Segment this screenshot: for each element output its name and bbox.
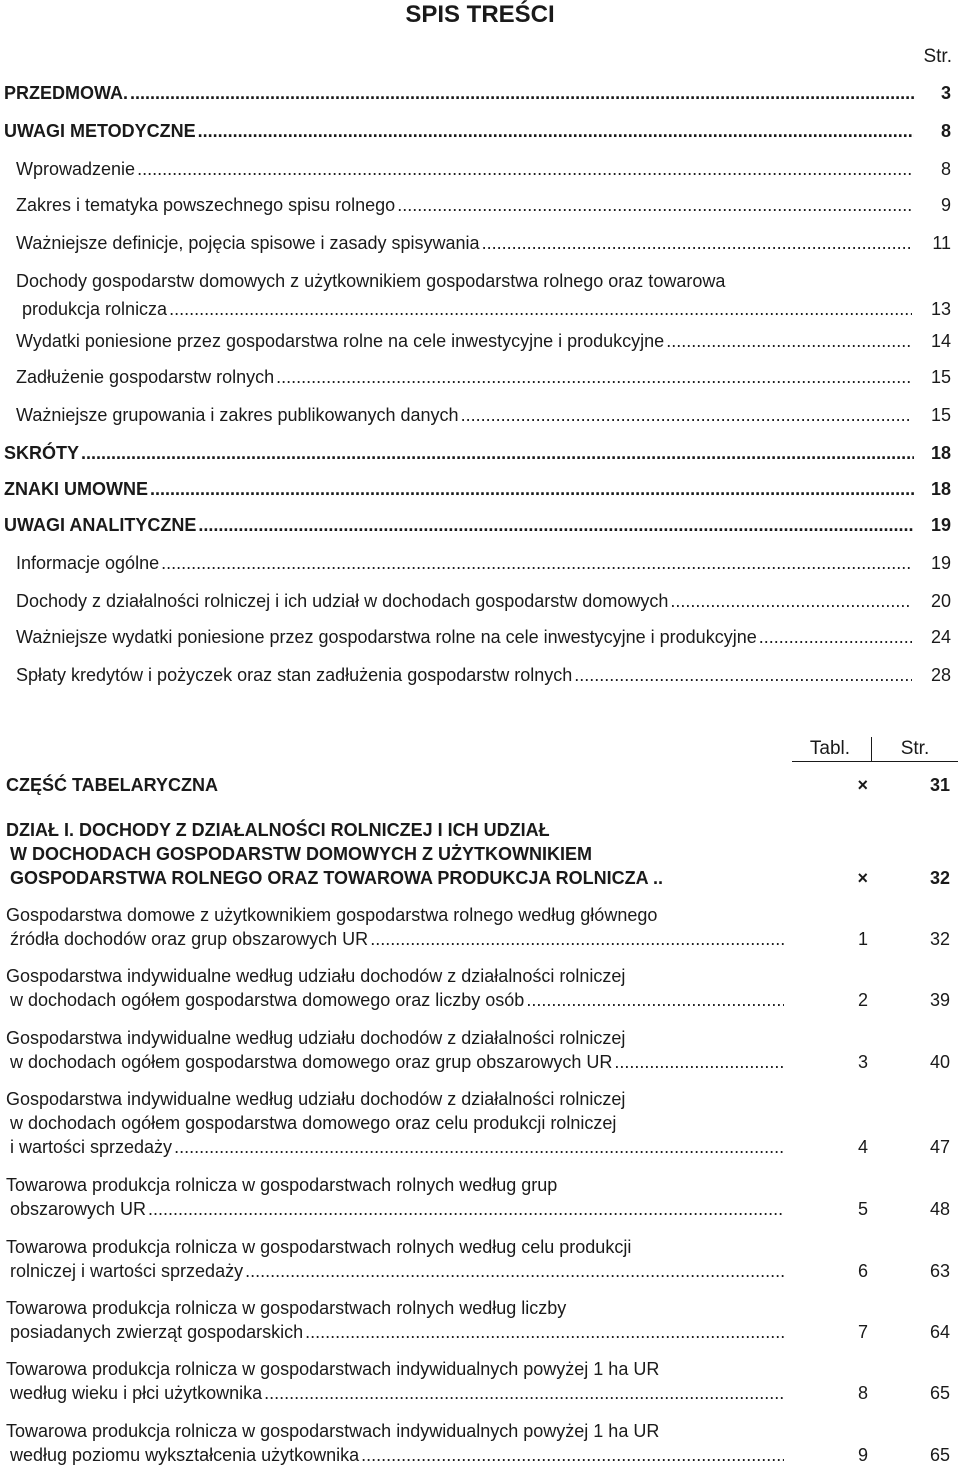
dot-leader (130, 78, 914, 108)
table-entry-title: posiadanych zwierząt gospodarskich (10, 1322, 304, 1342)
page-number: 65 (929, 1445, 950, 1465)
page-number: 39 (929, 990, 950, 1010)
dot-leader (666, 326, 912, 356)
toc-entry-title: Zadłużenie gospodarstw rolnych (16, 367, 275, 387)
toc-entry[interactable] (0, 548, 955, 578)
dot-leader (81, 438, 914, 468)
dot-leader (574, 660, 912, 690)
toc-entry-title: UWAGI METODYCZNE (4, 121, 196, 141)
toc-entry[interactable] (0, 510, 955, 540)
toc-entry[interactable] (0, 228, 955, 258)
toc-page-number: 20 (930, 591, 951, 611)
dot-leader (276, 362, 912, 392)
toc-entry[interactable] (0, 622, 955, 652)
dot-leader (198, 510, 914, 540)
section-heading-title: GOSPODARSTWA ROLNEGO ORAZ TOWAROWA PRODUKCJA ROLNICZA .. (10, 868, 664, 888)
page-number: 47 (929, 1137, 950, 1157)
table-entry[interactable] (0, 964, 958, 1012)
section-heading-title: W DOCHODACH GOSPODARSTW DOMOWYCH Z UŻYTKOWNIKIEM (10, 844, 592, 864)
page-number: 64 (929, 1322, 950, 1342)
toc-entry-title: Dochody z działalności rolniczej i ich udział w dochodach gospodarstw domowych (16, 591, 669, 611)
toc-entry[interactable] (0, 190, 955, 220)
table-entry-title: Gospodarstwa indywidualne według udziału dochodów z działalności rolniczej (6, 1028, 626, 1048)
toc-entry-title: Spłaty kredytów i pożyczek oraz stan zadłużenia gospodarstw rolnych (16, 665, 573, 685)
section-heading-title: DZIAŁ I. DOCHODY Z DZIAŁALNOŚCI ROLNICZEJ I ICH UDZIAŁ (6, 820, 550, 840)
toc-entry-title: Ważniejsze grupowania i zakres publikowanych danych (16, 405, 459, 425)
page-number: 31 (929, 775, 950, 795)
toc-entry[interactable] (0, 78, 955, 108)
toc-entry[interactable] (0, 474, 955, 504)
toc-entry[interactable] (0, 154, 955, 184)
dot-leader (397, 190, 912, 220)
toc-page-number: 13 (930, 299, 951, 319)
page-number: 48 (929, 1199, 950, 1219)
dot-leader (614, 1050, 784, 1074)
toc-entry-title: produkcja rolnicza (22, 299, 168, 319)
toc-page-number: 19 (930, 553, 951, 573)
table-entry-title: w dochodach ogółem gospodarstwa domowego oraz celu produkcji rolniczej (10, 1113, 617, 1133)
table-entry-title: Towarowa produkcja rolnicza w gospodarstwach rolnych według celu produkcji (6, 1237, 632, 1257)
tabl-column-header: Tabl. (809, 738, 851, 759)
page-number: 63 (929, 1261, 950, 1281)
dot-leader (361, 1443, 784, 1467)
toc-entry[interactable] (0, 438, 955, 468)
table-entry-title: i wartości sprzedaży (10, 1137, 173, 1157)
page-title: SPIS TREŚCI (405, 1, 555, 28)
table-entry-title: źródła dochodów oraz grup obszarowych UR (10, 929, 369, 949)
part-heading[interactable] (0, 773, 958, 797)
dot-leader (169, 296, 912, 322)
not-applicable-mark: × (857, 868, 868, 888)
table-entry-title: rolniczej i wartości sprzedaży (10, 1261, 244, 1281)
table-number: 8 (857, 1383, 868, 1403)
table-number: 3 (857, 1052, 868, 1072)
toc-entry-title: ZNAKI UMOWNE (4, 479, 148, 499)
section-heading[interactable] (0, 818, 958, 890)
dot-leader (161, 548, 912, 578)
table-number: 5 (857, 1199, 868, 1219)
toc-page-number: 15 (930, 367, 951, 387)
toc-entry[interactable] (0, 362, 955, 392)
dot-leader (150, 474, 914, 504)
page-number: 65 (929, 1383, 950, 1403)
toc-entry[interactable] (0, 266, 955, 322)
table-entry[interactable] (0, 1235, 958, 1283)
toc-page-number: 8 (940, 121, 951, 141)
toc-entry-title: PRZEDMOWA. (4, 83, 128, 103)
toc-entry-title: Informacje ogólne (16, 553, 160, 573)
table-entry-title: w dochodach ogółem gospodarstwa domowego oraz liczby osób (10, 990, 525, 1010)
part-heading-title: CZĘŚĆ TABELARYCZNA (6, 775, 218, 795)
toc-page-number: 8 (940, 159, 951, 179)
table-number: 6 (857, 1261, 868, 1281)
table-entry[interactable] (0, 1419, 958, 1467)
table-entry-title: Towarowa produkcja rolnicza w gospodarstwach rolnych według liczby (6, 1298, 567, 1318)
table-number: 4 (857, 1137, 868, 1157)
dot-leader (148, 1197, 784, 1221)
toc-page-number: 11 (932, 233, 951, 253)
page-number: 32 (929, 868, 950, 888)
dot-leader (137, 154, 912, 184)
table-entry-title: w dochodach ogółem gospodarstwa domowego oraz grup obszarowych UR (10, 1052, 613, 1072)
toc-entry-title: SKRÓTY (4, 443, 80, 463)
toc-entry-title: Wprowadzenie (16, 159, 136, 179)
dot-leader (198, 116, 914, 146)
str-column-header: Str. (900, 738, 930, 759)
header-rule (792, 761, 958, 762)
toc-page-number: 19 (930, 515, 951, 535)
table-number: 2 (857, 990, 868, 1010)
dot-leader (305, 1320, 784, 1344)
toc-entry[interactable] (0, 400, 955, 430)
table-entry-title: Towarowa produkcja rolnicza w gospodarstwach indywidualnych powyżej 1 ha UR (6, 1421, 660, 1441)
table-number: 9 (857, 1445, 868, 1465)
dot-leader (174, 1135, 784, 1159)
table-entry[interactable] (0, 1087, 958, 1159)
dot-leader (526, 988, 784, 1012)
toc-page-number: 15 (930, 405, 951, 425)
table-entry-title: Gospodarstwa indywidualne według udziału dochodów z działalności rolniczej (6, 966, 626, 986)
dot-leader (370, 927, 784, 951)
toc-entry[interactable] (0, 586, 955, 616)
table-entry[interactable] (0, 903, 958, 951)
toc-entry-title: Zakres i tematyka powszechnego spisu rolnego (16, 195, 396, 215)
toc-entry-title: Ważniejsze wydatki poniesione przez gospodarstwa rolne na cele inwestycyjne i produkcyjne (16, 627, 757, 647)
table-entry-title: według wieku i płci użytkownika (10, 1383, 263, 1403)
table-number: 7 (857, 1322, 868, 1342)
toc-page-number: 3 (940, 83, 951, 103)
toc-entry-title: Wydatki poniesione przez gospodarstwa rolne na cele inwestycyjne i produkcyjne (16, 331, 665, 351)
dot-leader (245, 1259, 784, 1283)
page-number: 32 (929, 929, 950, 949)
toc-page-number: 28 (930, 665, 951, 685)
page-number: 40 (929, 1052, 950, 1072)
dot-leader (461, 400, 912, 430)
toc-entry[interactable] (0, 326, 955, 356)
table-entry-title: Gospodarstwa indywidualne według udziału dochodów z działalności rolniczej (6, 1089, 626, 1109)
table-entry-title: Towarowa produkcja rolnicza w gospodarstwach indywidualnych powyżej 1 ha UR (6, 1359, 660, 1379)
toc-page-number: 18 (930, 479, 951, 499)
table-number: 1 (857, 929, 868, 949)
table-column-headers (790, 737, 958, 761)
table-entry[interactable] (0, 1026, 958, 1074)
not-applicable-mark: × (857, 775, 868, 795)
page-column-header: Str. (923, 46, 952, 67)
dot-leader (759, 622, 912, 652)
toc-entry-title: UWAGI ANALITYCZNE (4, 515, 197, 535)
dot-leader (482, 228, 912, 258)
dot-leader (264, 1381, 784, 1405)
toc-page-number: 9 (940, 195, 951, 215)
dot-leader (670, 586, 912, 616)
toc-page-number: 18 (930, 443, 951, 463)
toc-entry[interactable] (0, 660, 955, 690)
table-entry-title: Gospodarstwa domowe z użytkownikiem gospodarstwa rolnego według głównego (6, 905, 658, 925)
toc-entry-title: Dochody gospodarstw domowych z użytkownikiem gospodarstwa rolnego oraz towarowa (16, 271, 726, 291)
table-entry-title: według poziomu wykształcenia użytkownika (10, 1445, 360, 1465)
table-entry-title: obszarowych UR (10, 1199, 147, 1219)
table-entry[interactable] (0, 1357, 958, 1405)
table-entry-title: Towarowa produkcja rolnicza w gospodarstwach rolnych według grup (6, 1175, 558, 1195)
toc-entry[interactable] (0, 116, 955, 146)
table-entry[interactable] (0, 1296, 958, 1344)
table-entry[interactable] (0, 1173, 958, 1221)
toc-entry-title: Ważniejsze definicje, pojęcia spisowe i zasady spisywania (16, 233, 480, 253)
toc-page-number: 14 (930, 331, 951, 351)
toc-page-number: 24 (930, 627, 951, 647)
